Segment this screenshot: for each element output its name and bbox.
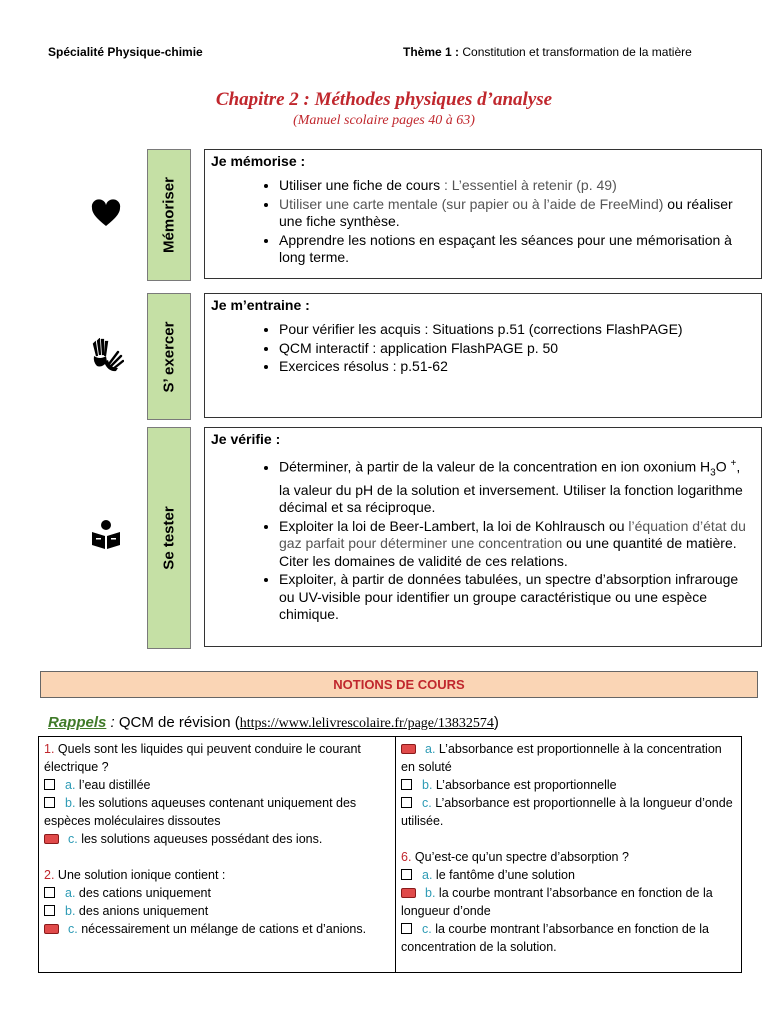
list-item: • Exploiter, à partir de données tabulées, un spectre d’absorption infrarouge ou UV-visible pour identifier un groupe caractéristique ou une espèce chimique. (279, 571, 751, 624)
notions-banner: NOTIONS DE COURS (40, 671, 758, 698)
option-2b[interactable]: b. des anions uniquement (44, 902, 390, 920)
section-memoriser (204, 149, 762, 279)
checkbox-icon (401, 797, 412, 808)
list-item: • Déterminer, à partir de la valeur de la concentration en ion oxonium $H_3O$ +, la valeur du pH de la solution et inversement. Utiliser la fonction logarithme décimal et sa réciproque. (279, 455, 751, 517)
checkbox-icon (44, 905, 55, 916)
option-2c[interactable]: c. nécessairement un mélange de cations et d’anions. (44, 920, 390, 938)
option-1c[interactable]: c. les solutions aqueuses possédant des ions. (44, 830, 390, 848)
heart-icon (90, 198, 122, 230)
section-tester (204, 427, 762, 647)
list-item: • Exploiter la loi de Beer-Lambert, la loi de Kohlrausch ou l’équation d’état du gaz parfait pour déterminer une concentration ou une quantité de matière. Citer les domaines de validité de ces relations. (279, 518, 751, 571)
checkbox-icon (44, 779, 55, 790)
option-6a[interactable]: a. le fantôme d’une solution (401, 866, 736, 884)
question-6: 6. Qu’est-ce qu’un spectre d’absorption ? (401, 850, 629, 864)
option-1b[interactable]: b. les solutions aqueuses contenant uniquement des espèces moléculaires dissoutes (44, 796, 357, 828)
qcm-column-right (396, 737, 741, 972)
rappels-label: Rappels (48, 714, 107, 731)
list-item: • Pour vérifier les acquis : Situations p.51 (corrections FlashPAGE) (279, 321, 751, 339)
checked-checkbox-icon (401, 888, 416, 898)
qcm-table (38, 736, 742, 973)
option-6b[interactable]: b. la courbe montrant l’absorbance en fonction de la longueur d’onde (401, 886, 713, 918)
section-exercer (204, 293, 762, 418)
section-heading: Je mémorise : (211, 153, 306, 169)
list-item: • Apprendre les notions en espaçant les séances pour une mémorisation à long terme. (279, 232, 751, 267)
option-1a[interactable]: a. l’eau distillée (44, 776, 390, 794)
section-list (257, 455, 751, 625)
sidebar-tester (147, 427, 191, 649)
question-1: 1. Quels sont les liquides qui peuvent conduire le courant électrique ? (44, 742, 361, 774)
list-item: • QCM interactif : application FlashPAGE p. 50 (279, 340, 751, 358)
rappels-line: Rappels : QCM de révision (https://www.lelivrescolaire.fr/page/13832574) (48, 714, 499, 731)
option-5a[interactable]: a. L’absorbance est proportionnelle à la concentration en soluté (401, 742, 722, 774)
checkbox-icon (401, 923, 412, 934)
list-item: • Utiliser une carte mentale (sur papier ou à l’aide de FreeMind) ou réaliser une fiche synthèse. (279, 196, 751, 231)
hands-icon (90, 338, 124, 374)
option-5b[interactable]: b. L’absorbance est proportionnelle (401, 776, 736, 794)
header-theme-text: Constitution et transformation de la matière (459, 45, 692, 59)
checkbox-icon (401, 779, 412, 790)
section-list (257, 321, 751, 377)
sidebar-memoriser (147, 149, 191, 281)
section-list (257, 177, 751, 268)
list-item: • Exercices résolus : p.51-62 (279, 358, 751, 376)
sidebar-label: Se tester (160, 506, 178, 570)
option-2a[interactable]: a. des cations uniquement (44, 884, 390, 902)
page-subtitle: (Manuel scolaire pages 40 à 63) (293, 113, 475, 128)
checkbox-icon (401, 869, 412, 880)
header-theme-label: Thème 1 : (403, 45, 460, 59)
checked-checkbox-icon (401, 744, 416, 754)
option-6c[interactable]: c. la courbe montrant l’absorbance en fonction de la concentration de la solution. (401, 922, 709, 954)
checked-checkbox-icon (44, 834, 59, 844)
sidebar-label: S’ exercer (160, 321, 178, 392)
list-item: • Utiliser une fiche de cours : L’essentiel à retenir (p. 49) (279, 177, 751, 195)
option-5c[interactable]: c. L’absorbance est proportionnelle à la longueur d’onde utilisée. (401, 796, 733, 828)
header-subject: Spécialité Physique-chimie (48, 45, 203, 59)
sidebar-exercer (147, 293, 191, 420)
checkbox-icon (44, 797, 55, 808)
section-heading: Je vérifie : (211, 431, 281, 447)
sidebar-label: Mémoriser (160, 177, 178, 253)
qcm-column-left (39, 737, 396, 972)
header-theme (403, 45, 692, 59)
section-heading: Je m’entraine : (211, 297, 310, 313)
question-2: 2. Une solution ionique contient : (44, 868, 226, 882)
reader-icon (90, 518, 122, 550)
checked-checkbox-icon (44, 924, 59, 934)
qcm-link[interactable]: https://www.lelivrescolaire.fr/page/13832574 (239, 716, 494, 731)
checkbox-icon (44, 887, 55, 898)
page-title: Chapitre 2 : Méthodes physiques d’analyse (215, 89, 553, 110)
